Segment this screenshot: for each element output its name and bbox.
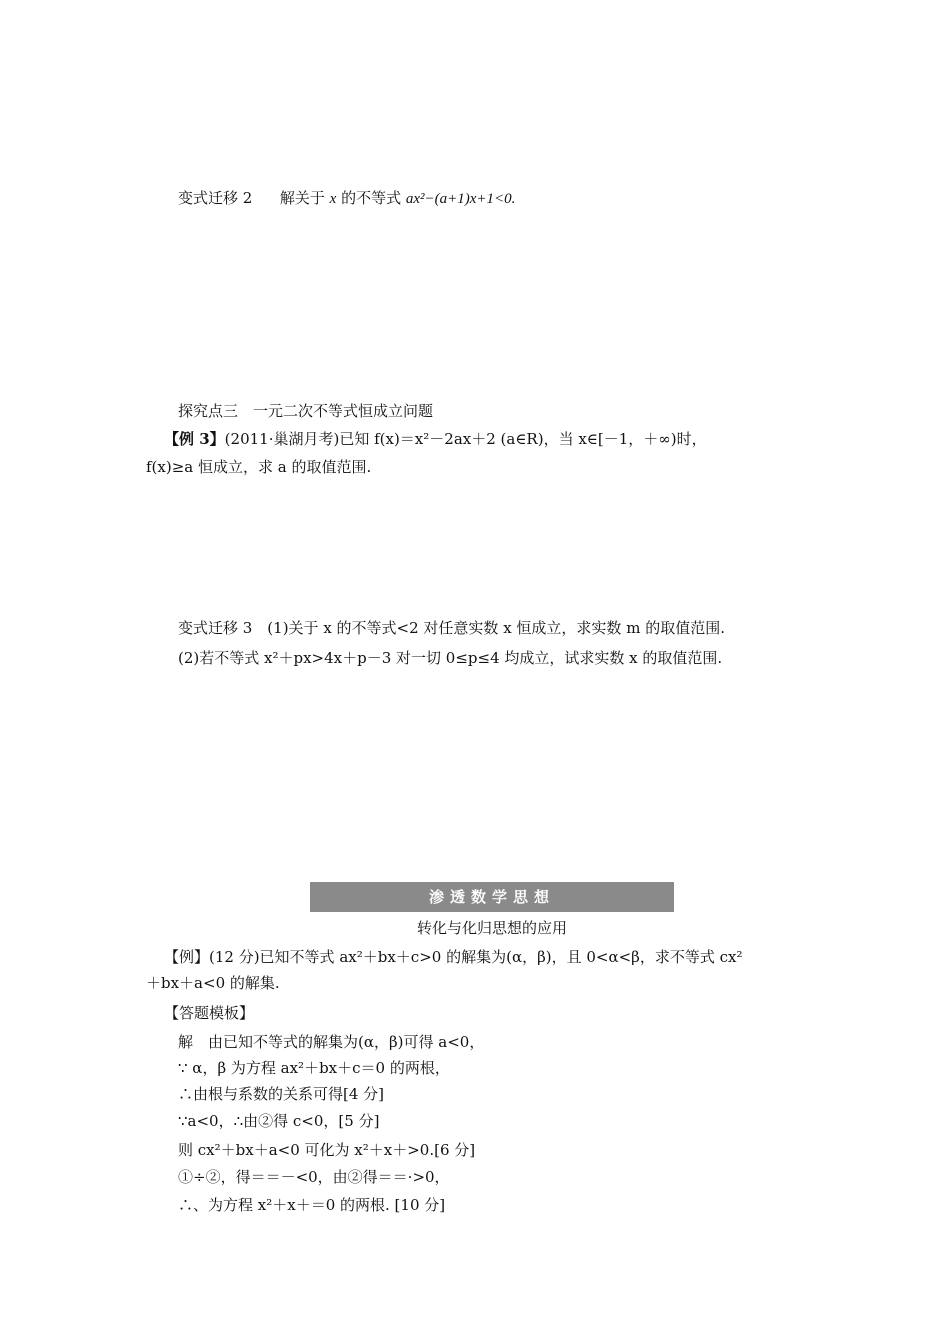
example-3-text: (2011·巢湖月考)已知 f(x)＝x²－2ax＋2 (a∈R)，当 x∈[－1，＋∞)时， <box>224 430 707 448</box>
variant-2-var-x: x <box>329 191 337 207</box>
section-banner: 渗透数学思想 <box>310 882 674 912</box>
variant-2-text-mid: 的不等式 <box>336 189 406 207</box>
variant-exercise-2 <box>178 188 515 209</box>
example-3-line-1 <box>164 429 707 449</box>
variant-2-label: 变式迁移 2 <box>178 189 253 207</box>
solution-line-5: 则 cx²＋bx＋a<0 可化为 x²＋x＋>0.[6 分] <box>178 1141 476 1159</box>
solution-line-2: ∵ α，β 为方程 ax²＋bx＋c＝0 的两根， <box>178 1059 450 1077</box>
solution-line-3: ∴由根与系数的关系可得[4 分] <box>178 1085 385 1103</box>
solution-line-6: ①÷②，得＝＝－<0，由②得＝＝·>0， <box>178 1168 450 1186</box>
example-3-tag: 【例 3】 <box>164 430 225 448</box>
solution-line-1: 解 由已知不等式的解集为(α，β)可得 a<0， <box>178 1033 485 1051</box>
section-3-title: 探究点三 一元二次不等式恒成立问题 <box>178 402 434 420</box>
example-3-line-2: f(x)≥a 恒成立，求 a 的取值范围. <box>146 458 372 476</box>
solution-line-7: ∴、为方程 x²＋x＋＝0 的两根. [10 分] <box>178 1196 446 1214</box>
variant-exercise-3-line-1: 变式迁移 3 (1)关于 x 的不等式<2 对任意实数 x 恒成立，求实数 m 的取值范围. <box>178 619 725 637</box>
variant-2-expression: ax²−(a+1)x+1<0. <box>405 191 516 207</box>
example-line-2: ＋bx＋a<0 的解集. <box>146 974 280 992</box>
section-subtitle: 转化与化归思想的应用 <box>416 919 567 937</box>
variant-2-text-before: 解关于 <box>279 189 330 207</box>
example-line-1: 【例】(12 分)已知不等式 ax²＋bx＋c>0 的解集为(α，β)，且 0<α<β，求不等式 cx² <box>164 948 743 966</box>
variant-exercise-3-line-2: (2)若不等式 x²＋px>4x＋p－3 对一切 0≤p≤4 均成立，试求实数 x 的取值范围. <box>178 649 723 667</box>
answer-template-heading: 【答题模板】 <box>164 1004 255 1022</box>
solution-line-4: ∵a<0，∴由②得 c<0，[5 分] <box>178 1112 380 1130</box>
